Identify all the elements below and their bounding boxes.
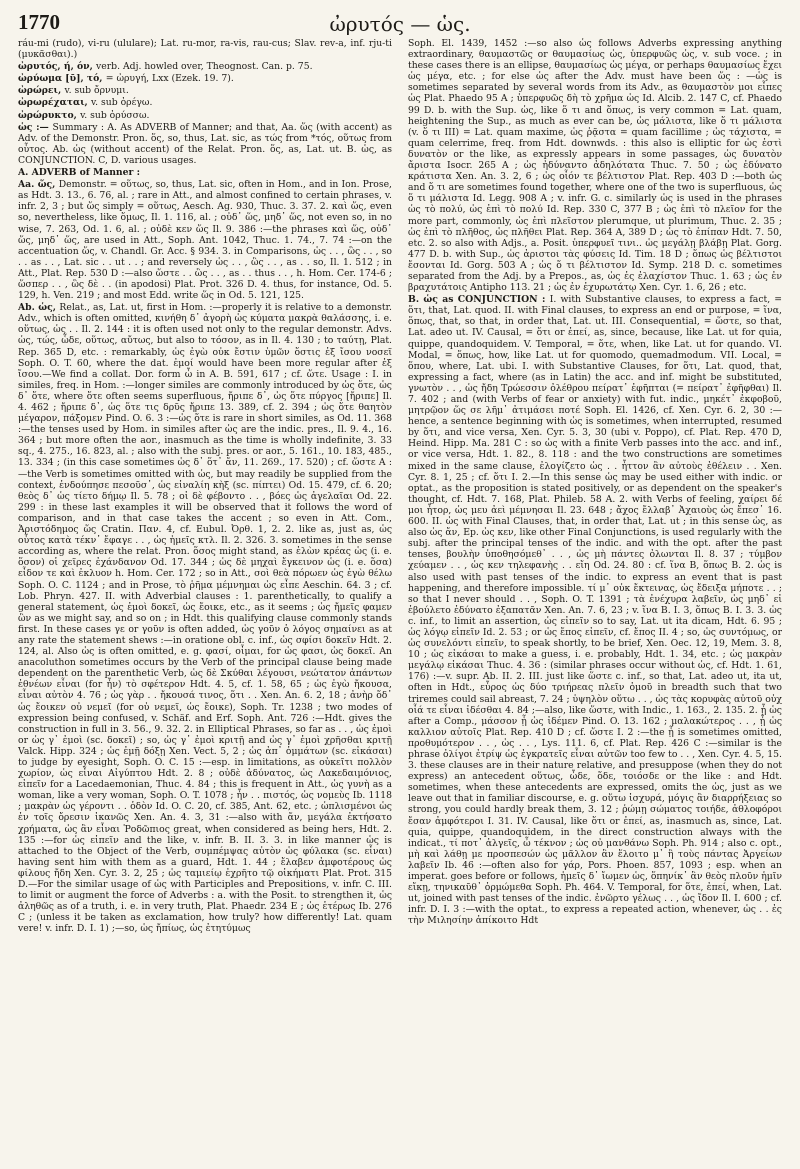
page-number: 1770 xyxy=(18,10,60,34)
entry-text: Relat., as, Lat. ut, first in Hom. :—properly it is relative to a demonstr. Adv., which is often omitted, κινήθη δ᾽ ἀγορὴ ὡς κύματα μακρὰ θαλάσσης, i. e. οὕτως, ὡς . . Il. 2. 144 : it is often used not only to the regular demonstr. Advs. ὡς, τώς, ὧδε, οὕτως, αὔτως, but also to τόσον, as in Il. 4. 130 ; to ταύτῃ, Plat. Rep. 365 D, etc. : remarkably, ὡς ἐγὼ οὐκ ἔστιν ὑμῶν ὅστις ἐξ ἴσου νοσεῖ Soph. O. T. 60, where the dat. ἐμοί would have been more regular after ἐξ ἴσου.—We find a collat. Dor. form ὦ in A. B. 591, 617 ; cf. ὥτε. Usage : I. in similes, freq. in Hom. :—longer similes are commonly introduced by ὡς ὅτε, ὡς δ᾽ ὅτε, where ὅτε often seems superfluous, ἤριπε δ᾽, ὡς ὅτε πύργος [ἤριπε] Il. 4. 462 ; ἤριπε δ᾽, ὡς ὅτε τις δρῦς ἤριπε 13. 389, cf. 2. 394 ; ὡς ὅτε θαητὸν μέγαρον, πάξομεν Pind. O. 6. 3 :—ὡς ὅτε is rare in short similes, as Od. 11. 368 :—the tenses used by Hom. in similes after ὡς are the indic. pres., Il. 9. 4., 16. 364 ; but more often the aor., inasmuch as the time is wholly indefinite, 3. 33 sq., 4. 275., 16. 823, al. ; also with the subj. pres. or aor., 5. 161., 10. 183, 485., 13. 334 ; (in this case sometimes ὡς δ᾽ ὅτ᾽ ἄν, 11. 269., 17. 520) ; cf. ὥστε A :—the Verb is sometimes omitted with ὡς, but may readily be supplied from the context, ἐνδούπησε πεσοῦσ᾽, ὡς εἰναλίη κὴξ (sc. πίπτει) Od. 15. 479, cf. 6. 20; θεὸς δ᾽ ὡς τίετο δήμῳ Il. 5. 78 ; οἱ δὲ φέβοντο . . , βόες ὡς ἀγελαῖαι Od. 22. 299 : in these last examples it will be observed that it follows the word of comparison, and in that case takes the accent ; so even in Att. Com., Ἀριστόδημος ὥς Cratin. Παν. 4, cf. Eubul. Ὀρθ. 1, 2. 2. like as, just as, ὡς οὗτος κατὰ τέκν᾽ ἔφαγε . . , ὡς ἡμεῖς κτλ. Il. 2. 326. 3. sometimes in the sense according as, where the relat. Pron. ὅσος might stand, as ἑλὼν κρέας ὡς (i. e. ὅσον) οἱ χεῖρες ἐχάνδανον Od. 17. 344 ; ὡς δὲ μηχαὶ ἔγκεινον ὡς (i. e. ὅσα) εἶδον τε καὶ ἐκλυον h. Hom. Cer. 172 ; so in Att., σοὶ θεὰ πόρωεν ὡς ἐγὼ θέλω Soph. O. C. 1124 ; and in Prose, τὸ ῥῆμα μέμνημαι ὡς εἶπε Aeschin. 64. 3 ; cf. Lob. Phryn. 427. II. with Adverbial clauses : 1. parenthetically, to qualify a general statement, ὡς ἐμοὶ δοκεῖ, ὡς ἔοικε, etc., as it seems ; ὡς ἤμεῖς φαμεν ὣν as we might say, and so on ; in Hdt. this qualifying clause commonly stands first. In these cases γε or γοῦν is often added, ὡς γοῦν ὁ λόγος σημαίνει as at any rate the statement shews :—in oratione obl. c. inf., ὡς σφίσι δοκεῖν Hdt. 2. 124, al. Also ὡς is often omitted, e. g. φασί, οἶμαι, for ὡς φασι, ὡς δοκεῖ. An anacoluthon sometimes occurs by the Verb of the principal clause being made dependent on the parenthetic Verb, ὡς δὲ Σκύθαι λέγουσι, νεώτατον ἁπάντων ἐθνέων εἶναι (for ἦν) τὸ σφέτερον Hdt. 4. 5, cf. 1. 58, 65 ; ὡς ἐγὼ ἤκουσα, εἶναι αὐτὸν 4. 76 ; ὡς γὰρ . . ἤκουσά τινος, ὅτι . . Xen. An. 6. 2, 18 ; ἀνὴρ ὅδ᾽ ὡς ἔοικεν οὐ νεμεῖ (for οὐ νεμεῖ, ὡς ἔοικε), Soph. Tr. 1238 ; two modes of expression being confused, v. Schäf. and Erf. Soph. Ant. 726 :—Hdt. gives the construction in full in 3. 56., 9. 32. 2. in Elliptical Phrases, so far as . . , ὡς ἐμοὶ or ὡς γ᾽ ἐμοὶ (sc. δοκεῖ) ; so, ὡς γ᾽ ἐμοὶ κριτῇ and ὡς γ᾽ ἐμοὶ χρῆσθαι κριτῇ Valck. Hipp. 324 ; ὡς ἐμῇ δόξῃ Xen. Vect. 5, 2 ; ὡς ἀπ᾽ ὀμμάτων (sc. εἰκάσαι) to judge by eyesight, Soph. O. C. 15 :—esp. in limitations, as οὐκεῖτι πολλὸν χωρίον, ὡς εἶναι Αἰγύπτου Hdt. 2. 8 ; οὐδὲ ἀδύνατος, ὡς Λακεδαιμόνιος, εἰπεῖν for a Lacedaemonian, Thuc. 4. 84 ; this is frequent in Att., ὡς γυνὴ as a woman, like a very woman, Soph. O. T. 1078 ; ἦν . . πιστός, ὡς νομεὺς Ib. 1118 ; μακρὰν ὡς γέροντι . . ὁδὸν Id. O. C. 20, cf. 385, Ant. 62, etc. ; ὡπλισμένοι ὡς ἐν τοῖς ὄρεσιν ἱκανῶς Xen. An. 4. 3, 31 :—also with ἄν, μεγάλα ἐκτήσατο χρήματα, ὡς ἂν εἶναι Ῥοδῶπιος great, when considered as being hers, Hdt. 2. 135 :—for ὡς εἰπεῖν and the like, v. infr. B. II. 3. 3. in like manner ὡς is attached to the Object of the Verb, συμπέμψας αὐτὸν ὡς φύλακα (sc. εἶναι) having sent him with them as a guard, Hdt. 1. 44 ; ἔλαβεν ἀμφοτέρους ὡς φίλους ἤδη Xen. Cyr. 3. 2, 25 ; ὡς ταμιείῳ ἐχρῆτο τῷ οἰκήματι Plat. Prot. 315 D.—For the similar usage of ὡς with Participles and Prepositions, v. infr. C. III. to limit or augment the force of Adverbs : a. with the Posit. to strengthen it, ὡς ἀληθῶς as of a truth, i. e. in very truth, Plat. Phaedr. 234 E ; ὡς ἑτέρως Ib. 276 C ; (unless it be taken as exclamation, how truly? how differently! Lat. quam vere! v. infr. D. I. 1) ;—so, ὡς ἤπίως, ὡς ἐτητύμως xyxy=(18,302,392,935)
entry-headword: ὠρώρει, xyxy=(18,85,65,97)
right-column xyxy=(408,38,782,1161)
dictionary-entry xyxy=(18,167,392,178)
entry-headword: ὠρώρυκτο, xyxy=(18,109,81,121)
entry-text: I. with Substantive clauses, to express a fact, = ὅτι, that, Lat. quod. II. with Final clauses, to express an end or purpose, = ἵνα, ὅπως, that, so that, in order that, Lat. ut. III. Consequential, = ὥστε, so that, Lat. adeo ut. IV. Causal, = ὅτι or ἐπεί, as, since, because, like Lat. ut for quia, quippe, quandoquidem. V. Temporal, = ὅτε, when, like Lat. ut for quando. VI. Modal, = ὅπως, how, like Lat. ut for quomodo, quemadmodum. VII. Local, = ὅπου, where, Lat. ubi. I. with Substantive Clauses, for ὅτι, Lat. quod, that, expressing a fact, where (as in Latin) the acc. and inf. might be substituted, γνωτὸν . . , ὡς ἤδη Τρώεσσιν ὀλέθρου πείρατ᾽ ἐφῆπται (= πείρατ᾽ ἐφῆφθαι) Il. 7. 402 ; and (with Verbs of fear or anxiety) with fut. indic., μηκέτ᾽ ἐκφοβοῦ, μητρῷον ὥς σε λῆμ᾽ ἀτιμάσει ποτέ Soph. El. 1426, cf. Xen. Cyr. 6. 2, 30 :—hence, a sentence beginning with ὡς is sometimes, when interrupted, resumed by ὅτι, and vice versa, Xen. Cyr. 5. 3, 30 (ubi v. Poppo), cf. Plat. Rep. 470 D, Heind. Hipp. Ma. 281 C : so ὡς with a finite Verb passes into the acc. and inf., or vice versa, Hdt. 1. 82., 8. 118 : and the two constructions are sometimes mixed in the same clause, ἐλογίζετο ὡς . . ἧττον ἂν αὐτοὺς ἐθέλειν . . Xen. Cyr. 8. 1, 25 ; cf. ὅτι I. 2.—In this sense ὡς may be used either with indic. or optat., as the proposition is stated positively, or as dependent on the speaker's thought, cf. Hdt. 7. 168, Plat. Phileb. 58 A. 2. with Verbs of feeling, χαίρει δέ μοι ἦτορ, ὡς μευ ἀεὶ μέμνησαι Il. 23. 648 ; ἄχος ἔλλαβ᾽ Ἀχαιοὺς ὡς ἔπεσ᾽ 16. 600. II. ὡς with Final Clauses, that, in order that, Lat. ut ; in this sense ὡς, as also ὡς ἄν, Ep. ὡς κεν, like other Final Conjunctions, is used regularly with the subj. after the principal tenses of the indic. and with the opt. after the past tenses, βουλὴν ὑποθησόμεθ᾽ . . , ὡς μὴ πάντες ὀλωνται Il. 8. 37 ; τύμβον χεύαμεν . . , ὡς κεν τηλεφανὴς . . εἴη Od. 24. 80 : cf. ἵνα B, ὅπως B. 2. ὡς is also used with past tenses of the indic. to express an event that is past happening, and therefore impossible. τί μ᾽ οὐκ ἔκτεινας, ὡς ἔδειξα μήποτε . . ; so that I never should . . , Soph. O. T. 1391 ; τὰ ἐνέχυρα λαβεῖν, ὡς μηδ᾽ εἰ ἐβούλετο ἐδύνατο ἐξαπατᾶν Xen. An. 7. 6, 23 ; v. ἵνα B. I. 3, ὅπως B. I. 3. 3. ὡς c. inf., to limit an assertion, ὡς εἰπεῖν so to say, Lat. ut ita dicam, Hdt. 6. 95 ; ὡς λόγῳ εἰπεῖν Id. 2. 53 ; or ὡς ἔπος εἰπεῖν, cf. ἔπος II. 4 ; so, ὡς συντόμως, or ὡς συνελόντι εἰπεῖν, to speak shortly, to be brief, Xen. Oec. 12, 19, Mem. 3. 8, 10 ; ὡς εἰκάσαι to make a guess, i. e. probably, Hdt. 1. 34, etc. ; ὡς μακρὰν μεγάλῳ εἰκάσαι Thuc. 4. 36 : (similar phrases occur without ὡς, cf. Hdt. 1. 61, 176) :—v. supr. Ab. II. 2. III. just like ὥστε c. inf., so that, Lat. adeo ut, ita ut, often in Hdt., εὗρος ὡς δύο τριήρεας πλεῖν ὁμοῦ in breadth such that two triremes could sail abreast, 7. 24 ; ὑψηλὸν οὕτω . . , ὡς τὰς κορυφὰς αὐτοῦ οὐχ οἷά τε εἶναι ἰδέσθαι 4. 84 ;—also, like ὥστε, with Indic., 1. 163., 2. 135. 2. ᾗ ὡς after a Comp., μάσσον ᾗ ὡς ἰδέμεν Pind. O. 13. 162 ; μαλακώτερος . . , ᾗ ὡς καλλιον αὐτοῖς Plat. Rep. 410 D ; cf. ὥστε I. 2 :—the ᾗ is sometimes omitted, προθυμότερον . . , ὡς . . , Lys. 111. 6, cf. Plat. Rep. 426 C :—similar is the phrase ὀλίγοι ἐτρίψ ὡς ἐγκρατεῖς εἶναι αὐτῶν too few to . . , Xen. Cyr. 4. 5, 15. 3. these clauses are in their nature relative, and presuppose (when they do not express) an antecedent οὕτως, ὧδε, ὅδε, τοιόσδε or the like : and Hdt. sometimes, when these antecedents are expressed, omits the ὡς, just as we leave out that in familiar discourse, e. g. οὕτω ἰσχυρά, μόγις ἂν διαρρήξειας so strong, you could hardly break them, 3. 12 ; ῥώμῃ σώματος τοιήδε, ἀθλοφόροι ἔσαν ἀμφότεροι I. 31. IV. Causal, like ὅτι or ἐπεί, as, inasmuch as, since, Lat. quia, quippe, quandoquidem, in the direct construction always with the indicat., τί ποτ᾽ ἀλγεῖς, ὦ τέκνον ; ὡς οὐ μανθάνω Soph. Ph. 914 ; also c. opt., μὴ καὶ λάθῃ με προσπεσών ὡς μᾶλλον ἂν ἕλοιτο μ᾽ ἢ τοὺς πάντας Ἀργείων λαβεῖν Ib. 46 :—often also for γάρ, Pors. Phoen. 857, 1093 ; esp. when an imperat. goes before or follows, ἡμεῖς δ᾽ ἴωμεν ὡς, ὅπηνίκ᾽ ἂν θεὸς πλοῦν ἡμῖν εἴκῃ, τηνικαῦθ᾽ ὁρμώμεθα Soph. Ph. 464. V. Temporal, for ὅτε, ἐπεί, when, Lat. ut, joined with past tenses of the indic. ἐνῶρτο γέλως . . , ὡς ἴδον Il. I. 600 ; cf. infr. D. I. 3 :—with the optat., to express a repeated action, whenever, ὡς . . ἐς τὴν Μιλησίην ἀπίκοιτο Hdt xyxy=(408,294,782,927)
entry-text: v. sub ὀρύσσω. xyxy=(80,109,150,121)
entry-headword: ὠρύωμα [ῡ], τό, xyxy=(18,73,106,85)
entry-text: Demonstr. = οὕτως, so, thus, Lat. sic, often in Hom., and in Ion. Prose, as Hdt. 3. 13., 6. 76, al. ; rare in Att., and almost confined to certain phrases, v. infr. 2, 3 ; but ὥς simply = οὕτως, Aesch. Ag. 930, Thuc. 3. 37. 2. καὶ ὥς, even so, nevertheless, like ὅμως, Il. 1. 116, al. ; οὐδ᾽ ὥς, μηδ᾽ ὥς, not even so, in no wise, 7. 263, Od. 1. 6, al. ; οὐδὲ κεν ὥς Il. 9. 386 :—the phrases καὶ ὥς, οὐδ᾽ ὥς, μηδ᾽ ὥς, are used in Att., Soph. Ant. 1042, Thuc. 1. 74., 7. 74 :—on the accentuation ὥς, v. Chandl. Gr. Acc. § 934. 3. in Comparisons, ὡς . . , ὣς . . , so . . as . . , Lat. sic . . ut . . ; and reversely ὡς . . , ὣς . . , as . . so, Il. 1. 512 ; in Att., Plat. Rep. 530 D :—also ὥστε . . ὣς . . , as . . thus . . , h. Hom. Cer. 174-6 ; ὥσπερ . . , ὣς δὲ . . (in apodosi) Plat. Prot. 326 D. 4. thus, for instance, Od. 5. 129, h. Ven. 219 ; and most Edd. write ὥς in Od. 5. 121, 125. xyxy=(18,179,392,302)
columns xyxy=(18,38,782,1161)
entry-text: Soph. El. 1439, 1452 :—so also ὡς follows Adverbs expressing anything extraordinary, θαυμαστῶς or θαυμασίως ὡς, ὑπερφυῶς ὡς, v. sub voce. ; in these cases there is an ellipse, θαυμασίως ὡς μέγα, or perhaps θαυμασίως ἔχει ὡς μέγα, etc. ; for else ὡς after the Adv. must have been ὥς : —ὡς is sometimes separated by several words from its Adv., as θαυμαστὸν μοι εἶπες ὡς Plat. Phaedo 95 A ; ὑπερφυῶς δὴ τὸ χρῆμα ὡς Id. Alcib. 2. 147 C, cf. Phaedo 99 D. b. with the Sup. ὡς, like ὅ τι and ὅπως, is very common = Lat. quam, heightening the Sup., as much as ever can be, ὡς μάλιστα, like ὅ τι μάλιστα (v. ὅ τι III) = Lat. quam maxime, ὡς ῥᾷστα = quam facillime ; ὡς τάχιστα, = quam celerrime, freq. from Hdt. downwds. : this also is elliptic for ὡς ἐστὶ δυνατὸν or the like, as expressly appears in some passages, ὡς δυνατὸν ἄριστα Isocr. 265 A ; ὡς ἠδύναντο ἀδηλότατα Thuc. 7. 50 ; ὡς ἐδύνατο κράτιστα Xen. An. 3. 2, 6 ; ὡς οἷόν τε βέλτιστον Plat. Rep. 403 D :—both ὡς and ὅ τι are sometimes found together, where one of the two is superfluous, ὡς ὅ τι μάλιστα Id. Legg. 908 A ; v. infr. G. c. similarly ὡς is used in the phrases ὡς τὸ πολύ, ὡς ἐπὶ τὸ πολύ Id. Rep. 330 C, 377 B ; ὡς ἐπὶ τὸ πλεῖον for the more part, commonly, ὡς ἐπὶ πλεῖστον plerumque, ut plurimum, Thuc. 2. 35 ; ὡς ἐπὶ τὸ πλῆθος, ὡς πλῆθει Plat. Rep. 364 A, 389 D ; ὡς τὸ ἐπίπαν Hdt. 7. 50, etc. 2. so also with Adjs., a. Posit. ὑπερφυεῖ τινι.. ὡς μεγάλῃ βλάβῃ Plat. Gorg. 477 D. b. with Sup., ὡς ἀριστοι τὰς φύσεις Id. Tim. 18 D ; ὅπως ὡς βέλτιστοι ἔσονται Id. Gorg. 503 A ; ὡς ὅ τι βέλτιστον Id. Symp. 218 D. c. sometimes separated from the Adj. by a Prepos., as, ὡς ἐς ἐλαχίστον Thuc. 1. 63 ; ὡς ἐν βραχυτάτοις Antipho 113. 21 ; ὡς ἐν ἐχυρωτάτῳ Xen. Cyr. 1. 6, 26 ; etc. xyxy=(408,38,782,294)
entry-headword: Ab. ὡς, xyxy=(18,302,60,314)
dictionary-entry xyxy=(18,73,392,84)
entry-headword: B. ὡς as CONJUNCTION : xyxy=(408,294,550,306)
entry-headword: ὠρωρέχαται, xyxy=(18,97,92,109)
running-head: ὠρυτός — ὡς. xyxy=(329,12,471,36)
entry-text: verb. Adj. howled over, Theognost. Can. p. 75. xyxy=(96,61,313,73)
dictionary-entry xyxy=(18,61,392,72)
entry-text: v. sub ὄρνυμι. xyxy=(64,85,129,97)
dictionary-entry xyxy=(18,122,392,166)
entry-text: v. sub ὀρέγω. xyxy=(91,97,153,109)
dictionary-entry xyxy=(408,38,782,293)
dictionary-entry xyxy=(18,97,392,108)
entry-headword: ὠρυτός, ή, όν, xyxy=(18,61,97,73)
dictionary-entry xyxy=(18,110,392,121)
entry-headword: A. ADVERB of Manner : xyxy=(18,167,141,179)
entry-text: ráu-mi (rudo), vi-ru (ululare); Lat. ru-mor, ra-vis, rau-cus; Slav. rev-a, inf. rju-ti (μυκᾶσθαι).) xyxy=(18,38,392,61)
left-column xyxy=(18,38,392,1161)
dictionary-entry xyxy=(18,302,392,934)
page-header xyxy=(18,10,782,36)
entry-text: Summary : A. As ADVERB of Manner; and that, Aa. ὥς (with accent) as Adv. of the Demonstr. Pron. ὅς, so, thus, Lat. sic, as τώς from *τός, οὕτως from οὗτος. Ab. ὡς (without accent) of the Relat. Pron. ὅς, as, Lat. ut. B. ὡς, as CONJUNCTION. C, D. various usages. xyxy=(18,121,392,166)
entry-headword: Aa. ὥς, xyxy=(18,179,59,191)
dictionary-entry xyxy=(18,85,392,96)
dictionary-entry xyxy=(408,294,782,926)
entry-headword: ὡς :— xyxy=(18,121,53,133)
dictionary-entry xyxy=(18,38,392,60)
entry-text: = ὠρυγή, Lxx (Ezek. 19. 7). xyxy=(105,73,234,85)
dictionary-entry xyxy=(18,179,392,301)
